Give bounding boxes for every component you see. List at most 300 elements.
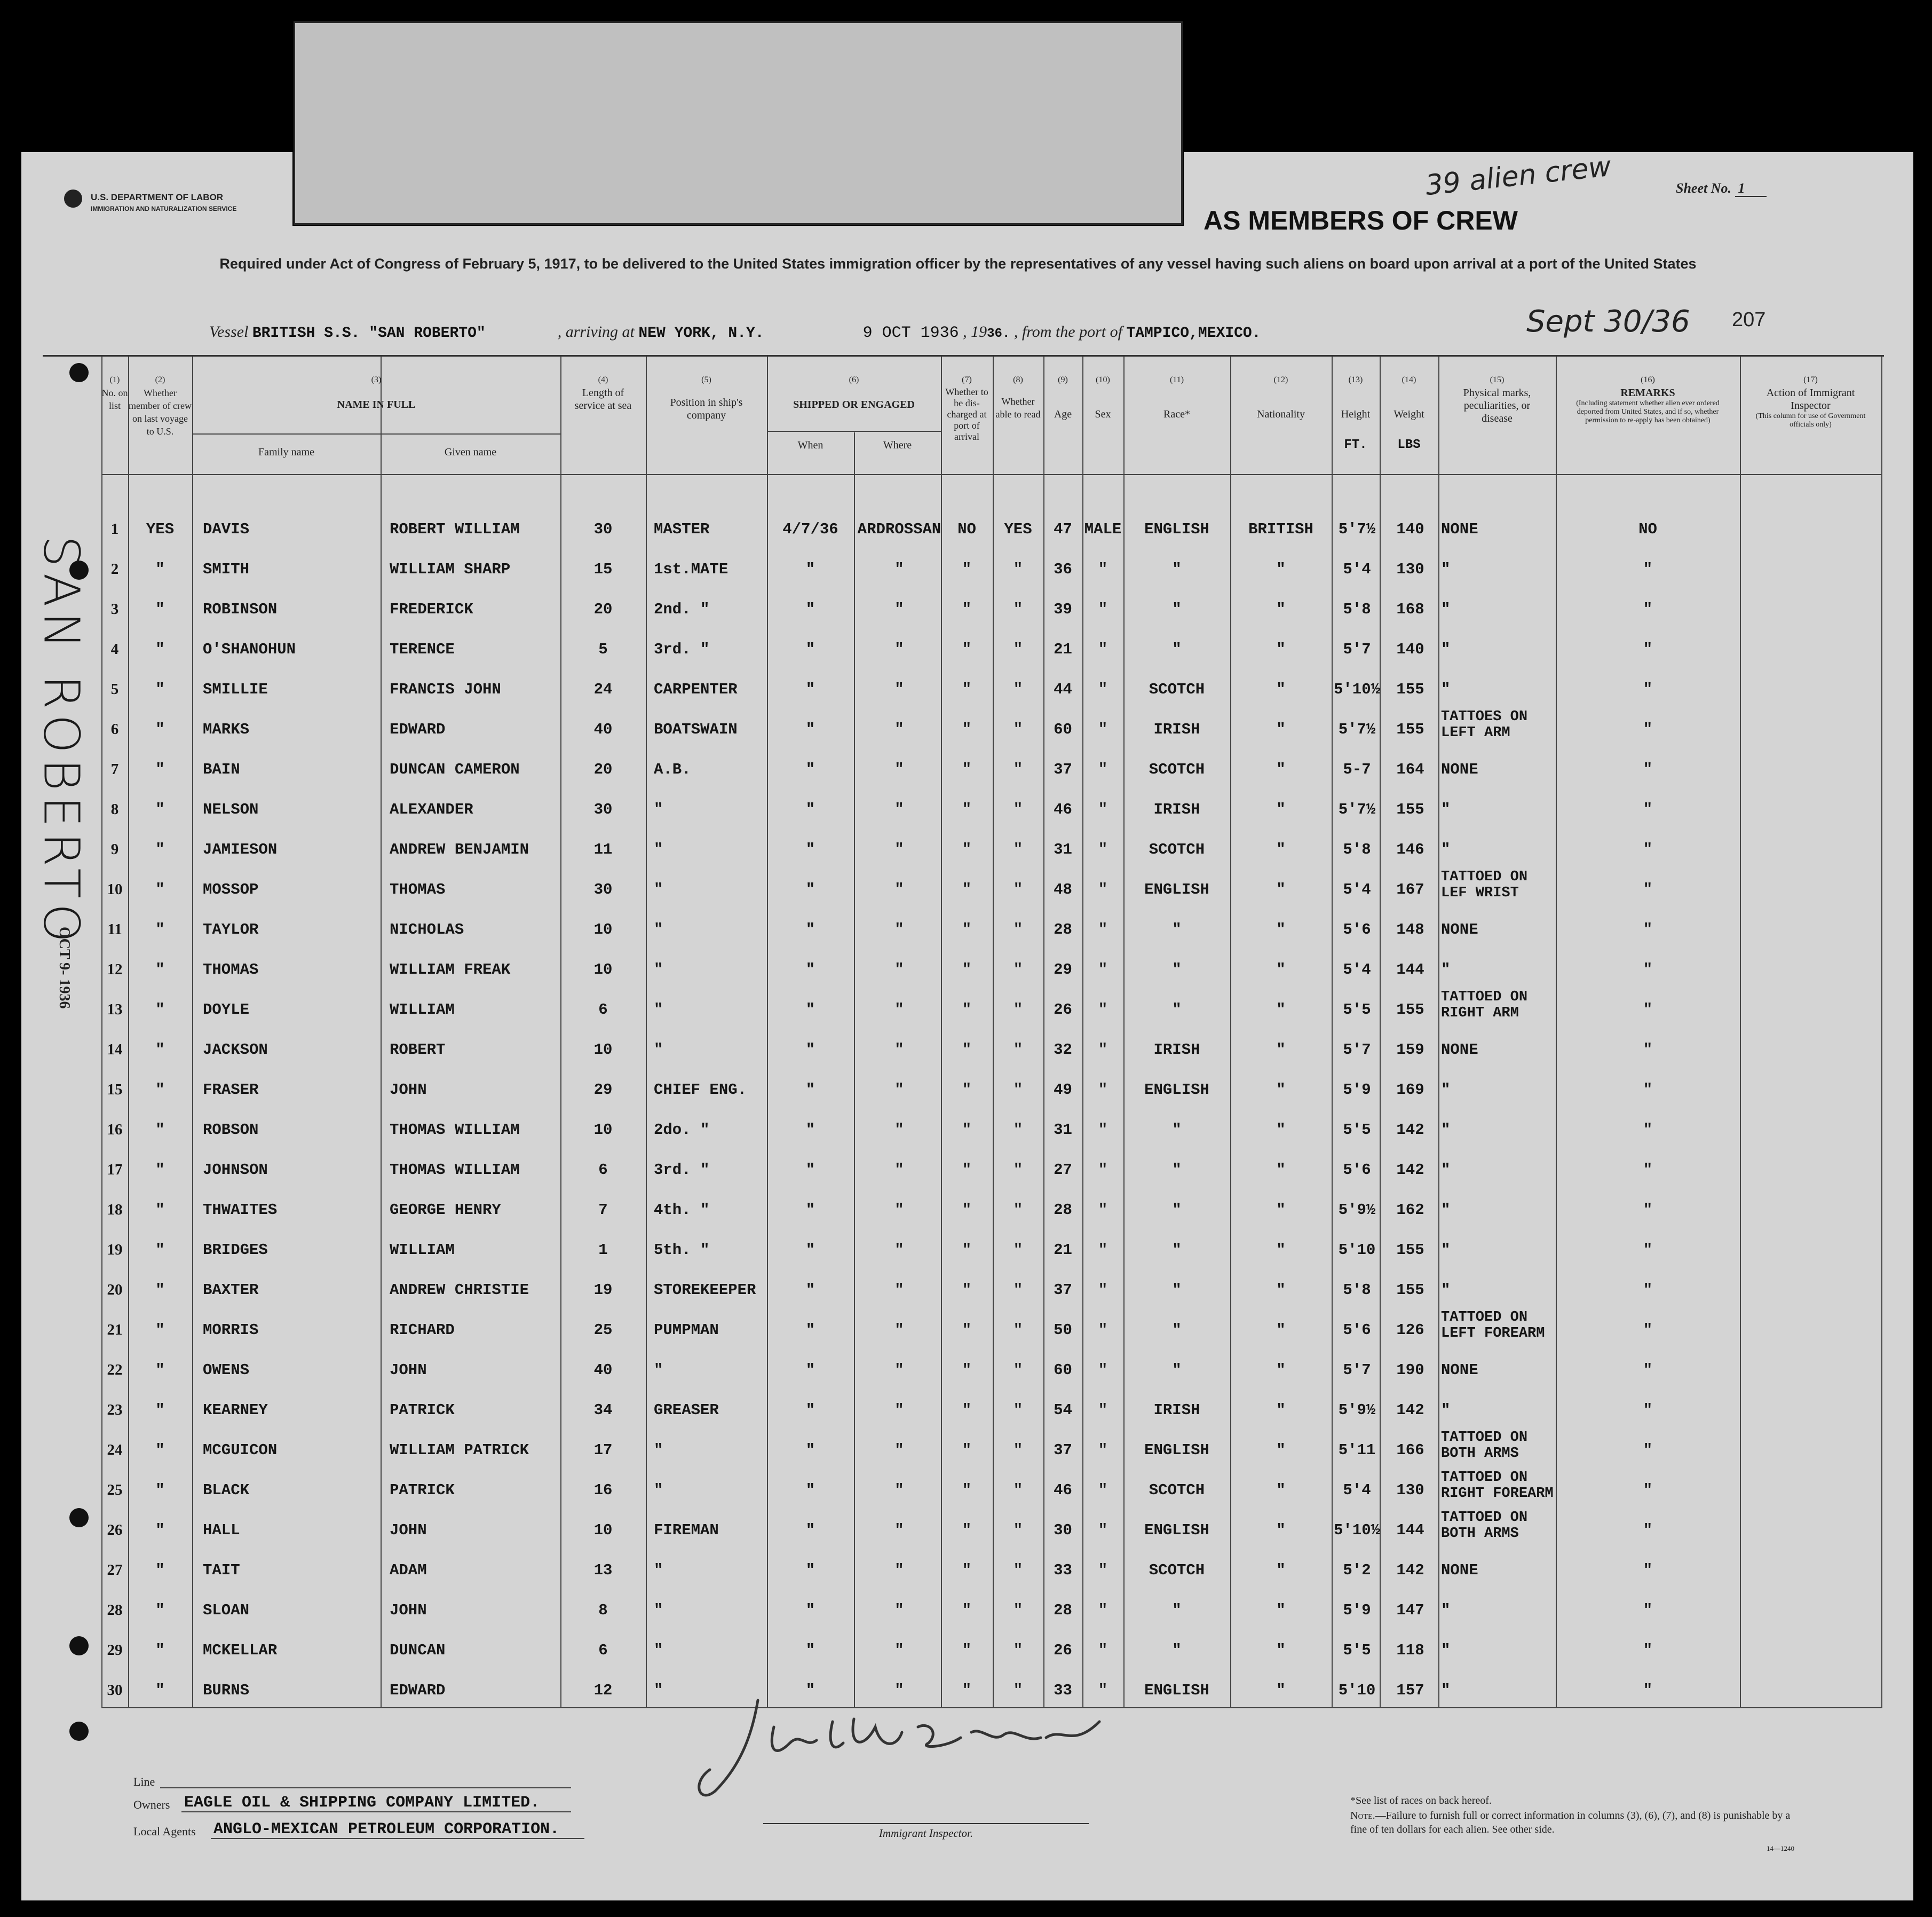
- height-cell: 5'6: [1343, 1161, 1371, 1179]
- shipped-when-cell: ": [805, 1682, 815, 1699]
- discharged-cell: ": [962, 1602, 972, 1619]
- col-header-service: (4) Length of service at sea: [574, 375, 632, 412]
- discharged-cell: ": [962, 1401, 972, 1419]
- physical-marks-cell: TATTOED ON LEFT FOREARM: [1441, 1309, 1545, 1342]
- nationality-cell: ": [1276, 721, 1286, 738]
- race-cell: ": [1172, 1361, 1182, 1379]
- row-number: 25: [107, 1481, 123, 1498]
- arrival-port: NEW YORK, N.Y.: [638, 325, 764, 342]
- prev-voyage-cell: ": [155, 1041, 165, 1059]
- sex-cell: ": [1098, 1441, 1108, 1459]
- footer-agents-rule: [211, 1838, 584, 1839]
- nationality-cell: ": [1276, 1001, 1286, 1019]
- row-number: 19: [107, 1241, 123, 1258]
- race-cell: ": [1172, 641, 1182, 658]
- age-cell: 47: [1054, 520, 1072, 538]
- shipped-where-cell: ": [894, 1642, 904, 1659]
- position-cell: BOATSWAIN: [654, 721, 738, 738]
- family-name-cell: FRASER: [203, 1081, 259, 1099]
- form-number: 14—1240: [1767, 1844, 1794, 1852]
- nationality-cell: ": [1276, 601, 1286, 618]
- row-number: 13: [107, 1001, 123, 1018]
- sex-cell: ": [1098, 721, 1108, 738]
- physical-marks-cell: NONE: [1441, 1041, 1478, 1059]
- family-name-cell: MCGUICON: [203, 1441, 278, 1459]
- age-cell: 37: [1054, 1441, 1072, 1459]
- sex-cell: ": [1098, 841, 1108, 858]
- family-name-cell: THWAITES: [203, 1201, 278, 1219]
- shipped-when-cell: ": [805, 1321, 815, 1339]
- height-cell: 5'10: [1338, 1682, 1376, 1699]
- service-cell: 1: [598, 1241, 608, 1259]
- given-name-cell: ROBERT WILLIAM: [390, 520, 520, 538]
- service-cell: 10: [593, 1121, 613, 1139]
- remarks-cell: ": [1643, 1161, 1653, 1179]
- row-number: 8: [110, 801, 119, 818]
- position-cell: STOREKEEPER: [654, 1281, 756, 1299]
- race-cell: IRISH: [1153, 801, 1200, 818]
- position-cell: ": [654, 1642, 663, 1659]
- column-divider: [192, 357, 193, 1708]
- shipped-where-cell: ": [894, 881, 904, 898]
- shipped-where-cell: ": [894, 1201, 904, 1219]
- col-header-no: (1) No. on list: [101, 375, 128, 411]
- weight-cell: 166: [1396, 1441, 1424, 1459]
- service-cell: 12: [593, 1682, 613, 1699]
- handwritten-departure-date: Sept 30/36: [1526, 304, 1690, 339]
- prev-voyage-cell: ": [155, 561, 165, 578]
- weight-cell: 157: [1396, 1682, 1424, 1699]
- shipped-when-cell: ": [805, 1521, 815, 1539]
- sex-cell: MALE: [1084, 520, 1122, 538]
- weight-cell: 155: [1396, 1281, 1424, 1299]
- column-divider: [941, 357, 942, 1708]
- service-cell: 34: [593, 1401, 613, 1419]
- prev-voyage-cell: ": [155, 1682, 165, 1699]
- discharged-cell: ": [962, 1521, 972, 1539]
- shipped-when-cell: ": [805, 1201, 815, 1219]
- from-port: TAMPICO,MEXICO.: [1126, 325, 1261, 342]
- service-cell: 15: [593, 561, 613, 578]
- service-cell: 8: [598, 1602, 608, 1619]
- prev-voyage-cell: ": [155, 921, 165, 938]
- race-cell: SCOTCH: [1149, 1561, 1205, 1579]
- able-to-read-cell: ": [1013, 1682, 1023, 1699]
- shipped-when-cell: ": [805, 1041, 815, 1059]
- shipped-where-cell: ": [894, 1321, 904, 1339]
- shipped-where-cell: ": [894, 761, 904, 778]
- family-name-cell: JACKSON: [203, 1041, 268, 1059]
- row-number: 30: [107, 1682, 123, 1699]
- prev-voyage-cell: ": [155, 841, 165, 858]
- position-cell: 2do. ": [654, 1121, 710, 1139]
- able-to-read-cell: ": [1013, 721, 1023, 738]
- given-name-cell: FRANCIS JOHN: [390, 681, 501, 698]
- shipped-when-cell: ": [805, 561, 815, 578]
- nationality-cell: ": [1276, 1281, 1286, 1299]
- service-cell: 40: [593, 1361, 613, 1379]
- prev-voyage-cell: ": [155, 761, 165, 778]
- shipped-where-cell: ": [894, 1481, 904, 1499]
- sex-cell: ": [1098, 601, 1108, 618]
- race-cell: ": [1172, 1161, 1182, 1179]
- sex-cell: ": [1098, 1682, 1108, 1699]
- page-title: AS MEMBERS OF CREW: [1203, 206, 1518, 235]
- weight-cell: 130: [1396, 1481, 1424, 1499]
- shipped-when-cell: ": [805, 1361, 815, 1379]
- able-to-read-cell: ": [1013, 1481, 1023, 1499]
- position-cell: ": [654, 1041, 663, 1059]
- shipped-when-cell: ": [805, 841, 815, 858]
- shipped-where-cell: ": [894, 1241, 904, 1259]
- nationality-cell: ": [1276, 841, 1286, 858]
- height-cell: 5'4: [1343, 561, 1371, 578]
- physical-marks-cell: ": [1441, 681, 1451, 698]
- given-name-cell: JOHN: [390, 1081, 427, 1099]
- remarks-cell: ": [1643, 1041, 1653, 1059]
- weight-cell: 155: [1396, 721, 1424, 738]
- row-number: 15: [107, 1081, 123, 1098]
- nationality-cell: ": [1276, 881, 1286, 898]
- row-number: 2: [110, 561, 119, 578]
- agency-line-1: U.S. DEPARTMENT OF LABOR: [91, 192, 224, 202]
- position-cell: CHIEF ENG.: [654, 1081, 747, 1099]
- sex-cell: ": [1098, 761, 1108, 778]
- prev-voyage-cell: ": [155, 1441, 165, 1459]
- weight-cell: 169: [1396, 1081, 1424, 1099]
- shipped-when-cell: ": [805, 641, 815, 658]
- shipped-when-cell: ": [805, 761, 815, 778]
- column-divider: [1082, 357, 1083, 1708]
- col-subheader-when: When: [797, 439, 824, 451]
- age-cell: 27: [1054, 1161, 1072, 1179]
- year-value: 36.: [987, 327, 1010, 341]
- sex-cell: ": [1098, 1481, 1108, 1499]
- col-header-marks: (15) Physical marks, peculiarities, or disease: [1463, 375, 1531, 424]
- given-name-cell: DUNCAN CAMERON: [390, 761, 520, 778]
- weight-cell: 168: [1396, 601, 1424, 618]
- discharged-cell: ": [962, 681, 972, 698]
- race-cell: ENGLISH: [1144, 520, 1209, 538]
- height-cell: 5'10½: [1333, 681, 1380, 698]
- service-cell: 10: [593, 961, 613, 979]
- service-cell: 20: [593, 601, 613, 618]
- row-number: 20: [107, 1281, 123, 1298]
- service-cell: 24: [593, 681, 613, 698]
- shipped-where-cell: ": [894, 801, 904, 818]
- col-header-age: (9) Age: [1054, 375, 1072, 420]
- row-number: 10: [107, 881, 123, 898]
- weight-cell: 155: [1396, 1001, 1424, 1019]
- row-number: 26: [107, 1521, 123, 1539]
- shipped-where-cell: ": [894, 1602, 904, 1619]
- sex-cell: ": [1098, 961, 1108, 979]
- shipped-when-cell: ": [805, 1081, 815, 1099]
- physical-marks-cell: ": [1441, 1401, 1451, 1419]
- position-cell: A.B.: [654, 761, 691, 778]
- able-to-read-cell: ": [1013, 1401, 1023, 1419]
- race-cell: ": [1172, 561, 1182, 578]
- col-header-sex: (10) Sex: [1095, 375, 1111, 420]
- sex-cell: ": [1098, 1241, 1108, 1259]
- prev-voyage-cell: ": [155, 1321, 165, 1339]
- nationality-cell: ": [1276, 1241, 1286, 1259]
- shipped-where-cell: ": [894, 1041, 904, 1059]
- position-cell: ": [654, 1001, 663, 1019]
- position-cell: 2nd. ": [654, 601, 710, 618]
- weight-cell: 167: [1396, 881, 1424, 898]
- family-name-cell: THOMAS: [203, 961, 259, 979]
- discharged-cell: ": [962, 801, 972, 818]
- shipped-when-cell: ": [805, 681, 815, 698]
- discharged-cell: ": [962, 721, 972, 738]
- service-cell: 30: [593, 520, 613, 538]
- shipped-when-cell: ": [805, 1561, 815, 1579]
- footer-owners: EAGLE OIL & SHIPPING COMPANY LIMITED.: [184, 1794, 540, 1812]
- discharged-cell: ": [962, 961, 972, 979]
- remarks-cell: ": [1643, 1481, 1653, 1499]
- column-divider: [1438, 357, 1439, 1708]
- discharged-cell: ": [962, 1481, 972, 1499]
- discharged-cell: ": [962, 841, 972, 858]
- height-cell: 5'7: [1343, 1041, 1371, 1059]
- nationality-cell: ": [1276, 641, 1286, 658]
- able-to-read-cell: ": [1013, 1121, 1023, 1139]
- physical-marks-cell: NONE: [1441, 1361, 1478, 1379]
- remarks-cell: ": [1643, 1401, 1653, 1419]
- shipped-where-cell: ": [894, 1682, 904, 1699]
- able-to-read-cell: ": [1013, 801, 1023, 818]
- height-cell: 5'11: [1338, 1441, 1376, 1459]
- remarks-cell: ": [1643, 1561, 1653, 1579]
- inspector-signature-icon: [694, 1690, 1131, 1812]
- sex-cell: ": [1098, 1161, 1108, 1179]
- family-name-cell: BRIDGES: [203, 1241, 268, 1259]
- year-prefix: , 19: [963, 323, 987, 341]
- able-to-read-cell: ": [1013, 641, 1023, 658]
- physical-marks-cell: ": [1441, 1121, 1451, 1139]
- prev-voyage-cell: ": [155, 801, 165, 818]
- service-cell: 7: [598, 1201, 608, 1219]
- physical-marks-cell: ": [1441, 1642, 1451, 1659]
- position-cell: 1st.MATE: [654, 561, 729, 578]
- remarks-cell: ": [1643, 641, 1653, 658]
- row-number: 3: [110, 601, 119, 618]
- column-divider: [1881, 357, 1882, 1708]
- name-subheader-rule: [192, 433, 560, 435]
- weight-cell: 147: [1396, 1602, 1424, 1619]
- family-name-cell: JOHNSON: [203, 1161, 268, 1179]
- remarks-cell: ": [1643, 1001, 1653, 1019]
- position-cell: 3rd. ": [654, 1161, 710, 1179]
- prev-voyage-cell: ": [155, 1642, 165, 1659]
- shipped-where-cell: ": [894, 561, 904, 578]
- position-cell: 3rd. ": [654, 641, 710, 658]
- column-divider: [854, 432, 855, 1708]
- family-name-cell: KEARNEY: [203, 1401, 268, 1419]
- arriving-label: , arriving at: [557, 323, 635, 341]
- race-cell: ENGLISH: [1144, 1081, 1209, 1099]
- height-cell: 5'9: [1343, 1081, 1371, 1099]
- shipped-where-cell: ": [894, 681, 904, 698]
- remarks-cell: ": [1643, 921, 1653, 938]
- given-name-cell: THOMAS: [390, 881, 446, 898]
- race-cell: ": [1172, 1602, 1182, 1619]
- service-cell: 19: [593, 1281, 613, 1299]
- service-cell: 16: [593, 1481, 613, 1499]
- service-cell: 30: [593, 801, 613, 818]
- prev-voyage-cell: ": [155, 1241, 165, 1259]
- sex-cell: ": [1098, 1081, 1108, 1099]
- nationality-cell: ": [1276, 1561, 1286, 1579]
- age-cell: 21: [1054, 1241, 1072, 1259]
- shipped-when-cell: ": [805, 961, 815, 979]
- position-cell: ": [654, 961, 663, 979]
- able-to-read-cell: ": [1013, 681, 1023, 698]
- race-cell: IRISH: [1153, 1041, 1200, 1059]
- nationality-cell: ": [1276, 1642, 1286, 1659]
- footer-line-rule: [160, 1787, 571, 1788]
- prev-voyage-cell: ": [155, 721, 165, 738]
- sex-cell: ": [1098, 681, 1108, 698]
- remarks-cell: ": [1643, 881, 1653, 898]
- discharged-cell: ": [962, 761, 972, 778]
- discharged-cell: ": [962, 1682, 972, 1699]
- sheet-label: Sheet No.: [1676, 180, 1731, 196]
- col-header-name: (3) NAME IN FULL: [337, 375, 416, 411]
- given-name-cell: TERENCE: [390, 641, 455, 658]
- age-cell: 46: [1054, 801, 1072, 818]
- prev-voyage-cell: ": [155, 1602, 165, 1619]
- discharged-cell: ": [962, 1642, 972, 1659]
- age-cell: 49: [1054, 1081, 1072, 1099]
- given-name-cell: ALEXANDER: [390, 801, 473, 818]
- remarks-cell: ": [1643, 801, 1653, 818]
- age-cell: 21: [1054, 641, 1072, 658]
- family-name-cell: ROBINSON: [203, 601, 278, 618]
- height-cell: 5'10½: [1333, 1521, 1380, 1539]
- sex-cell: ": [1098, 881, 1108, 898]
- family-name-cell: BLACK: [203, 1481, 250, 1499]
- discharged-cell: ": [962, 1081, 972, 1099]
- height-cell: 5'10: [1338, 1241, 1376, 1259]
- position-cell: ": [654, 881, 663, 898]
- punch-hole-icon: [69, 1508, 89, 1527]
- sex-cell: ": [1098, 1201, 1108, 1219]
- shipped-when-cell: ": [805, 1121, 815, 1139]
- nationality-cell: ": [1276, 1041, 1286, 1059]
- row-number: 27: [107, 1561, 123, 1579]
- shipped-where-cell: ": [894, 1081, 904, 1099]
- physical-marks-cell: ": [1441, 561, 1451, 578]
- family-name-cell: MCKELLAR: [203, 1642, 278, 1659]
- physical-marks-cell: NONE: [1441, 921, 1478, 938]
- age-cell: 50: [1054, 1321, 1072, 1339]
- prev-voyage-cell: ": [155, 1161, 165, 1179]
- discharged-cell: ": [962, 601, 972, 618]
- prev-voyage-cell: ": [155, 1481, 165, 1499]
- physical-marks-cell: ": [1441, 1682, 1451, 1699]
- age-cell: 29: [1054, 961, 1072, 979]
- handwritten-alien-count: 39 alien crew: [1423, 150, 1613, 202]
- weight-cell: 142: [1396, 1561, 1424, 1579]
- remarks-cell: ": [1643, 1361, 1653, 1379]
- shipped-where-cell: ": [894, 961, 904, 979]
- row-number: 7: [110, 761, 119, 778]
- column-divider: [381, 357, 382, 1708]
- weight-cell: 155: [1396, 681, 1424, 698]
- age-cell: 60: [1054, 1361, 1072, 1379]
- physical-marks-cell: NONE: [1441, 520, 1478, 538]
- height-cell: 5'4: [1343, 881, 1371, 898]
- sex-cell: ": [1098, 561, 1108, 578]
- table-header-rule: [101, 474, 1881, 475]
- position-cell: ": [654, 1361, 663, 1379]
- given-name-cell: WILLIAM SHARP: [390, 561, 511, 578]
- folded-paper-flap: [294, 21, 1183, 225]
- given-name-cell: NICHOLAS: [390, 921, 464, 938]
- race-cell: SCOTCH: [1149, 681, 1205, 698]
- weight-cell: 140: [1396, 520, 1424, 538]
- family-name-cell: BURNS: [203, 1682, 250, 1699]
- age-cell: 54: [1054, 1401, 1072, 1419]
- shipped-where-cell: ": [894, 721, 904, 738]
- height-cell: 5'8: [1343, 841, 1371, 858]
- able-to-read-cell: ": [1013, 1602, 1023, 1619]
- nationality-cell: ": [1276, 921, 1286, 938]
- discharged-cell: ": [962, 1121, 972, 1139]
- given-name-cell: ADAM: [390, 1561, 427, 1579]
- nationality-cell: ": [1276, 1521, 1286, 1539]
- prev-voyage-cell: ": [155, 681, 165, 698]
- shipped-where-cell: ": [894, 1441, 904, 1459]
- service-cell: 30: [593, 881, 613, 898]
- race-cell: ": [1172, 1321, 1182, 1339]
- sex-cell: ": [1098, 1642, 1108, 1659]
- given-name-cell: ANDREW BENJAMIN: [390, 841, 529, 858]
- weight-cell: 155: [1396, 1241, 1424, 1259]
- age-cell: 60: [1054, 721, 1072, 738]
- nationality-cell: ": [1276, 1161, 1286, 1179]
- physical-marks-cell: ": [1441, 1602, 1451, 1619]
- row-number: 5: [110, 681, 119, 698]
- remarks-cell: ": [1643, 1682, 1653, 1699]
- column-divider: [1556, 357, 1557, 1708]
- prev-voyage-cell: ": [155, 1201, 165, 1219]
- race-cell: ENGLISH: [1144, 1441, 1209, 1459]
- race-cell: ": [1172, 1642, 1182, 1659]
- position-cell: ": [654, 801, 663, 818]
- col-subheader-family: Family name: [258, 446, 314, 458]
- punch-hole-icon: [69, 363, 89, 382]
- position-cell: ": [654, 841, 663, 858]
- family-name-cell: SMITH: [203, 561, 250, 578]
- weight-cell: 142: [1396, 1161, 1424, 1179]
- row-number: 17: [107, 1161, 123, 1178]
- age-cell: 37: [1054, 1281, 1072, 1299]
- row-number: 21: [107, 1321, 123, 1338]
- sex-cell: ": [1098, 1281, 1108, 1299]
- note-label: Note.: [1350, 1810, 1375, 1821]
- nationality-cell: ": [1276, 1321, 1286, 1339]
- prev-voyage-cell: ": [155, 1401, 165, 1419]
- physical-marks-cell: ": [1441, 961, 1451, 979]
- row-number: 14: [107, 1041, 123, 1058]
- reference-number: 207: [1732, 309, 1766, 331]
- weight-cell: 142: [1396, 1121, 1424, 1139]
- sex-cell: ": [1098, 921, 1108, 938]
- height-cell: 5'6: [1343, 1321, 1371, 1339]
